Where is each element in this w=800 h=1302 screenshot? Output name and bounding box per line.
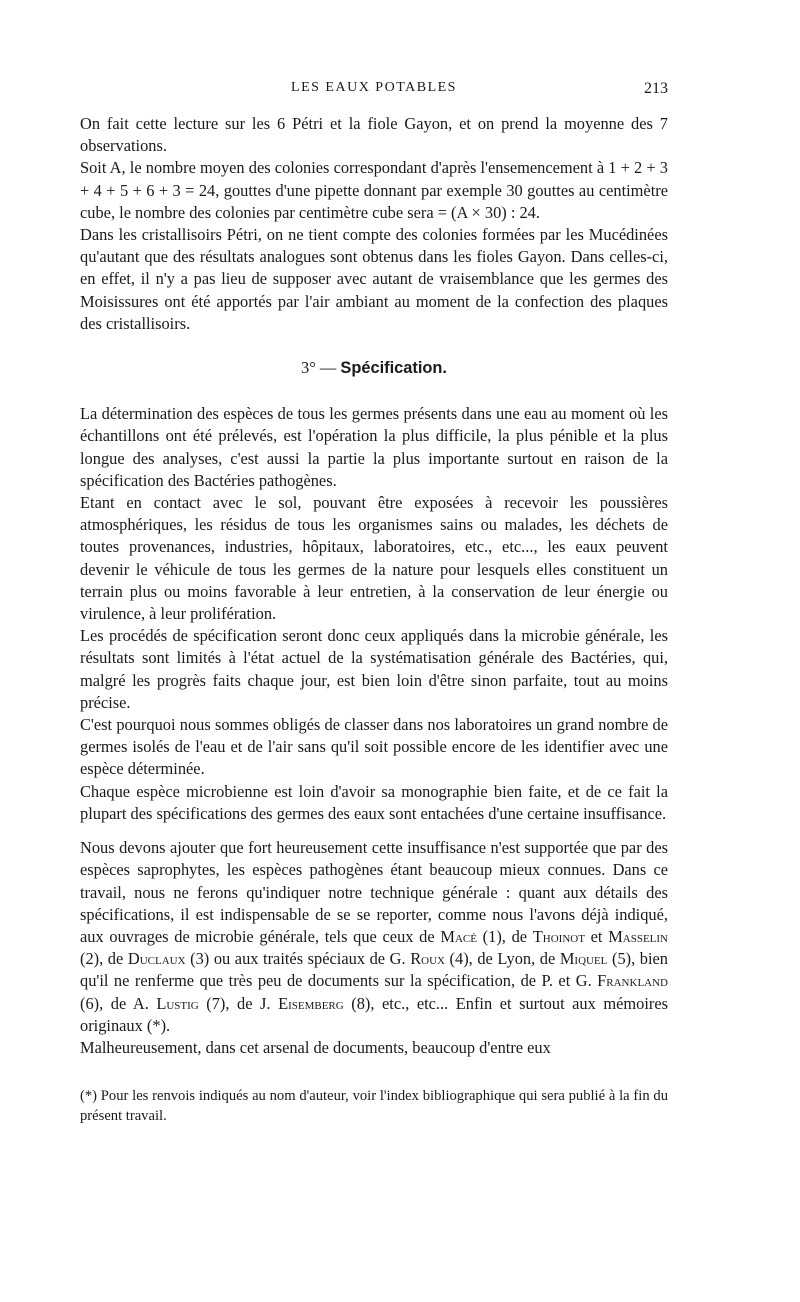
footnote — [80, 1086, 668, 1126]
author-mace: Macé — [440, 926, 477, 946]
paragraph-2: Soit A, le nombre moyen des colonies correspondant d'après l'ensemencement à 1 + 2 + 3 + 4 + 5 + 6 + 3 = 24, gouttes d'une pipette donnant par exemple 30 gouttes au centimètre cube, le nombre des colonies par centimètre cube sera = (A × 30) : 24. — [80, 158, 668, 222]
paragraph-9-text: (3) ou aux traités spéciaux de G. — [185, 949, 411, 969]
paragraph-3: Dans les cristallisoirs Pétri, on ne tient compte des colonies formées par les Mucédinées qu'autant que des résultats analogues sont obtenus dans les fioles Gayon. Dans celles-ci, en effet, il n'y a pas lieu de supposer avec autant de vraisemblance que les germes des Moisissures ont été apportés par l'air ambiant au moment de la confection des plaques des cristallisoirs. — [80, 225, 668, 333]
paragraph-9-text: (7), de J. — [198, 993, 279, 1013]
paragraph-8: Chaque espèce microbienne est loin d'avoir sa monographie bien faite, et de ce fait la plupart des spécifications des germes des eaux sont entachées d'une certaine insuffisance. — [80, 781, 668, 823]
paragraph-6: Les procédés de spécification seront donc ceux appliqués dans la microbie générale, les résultats sont limités à l'état actuel de la systématisation générale des Bactéries, qui, malgré les progrès faits chaque jour, est bien loin d'être sinon parfaite, tout au moins précise. — [80, 626, 668, 712]
page-number: 213 — [644, 80, 668, 97]
paragraph-10: Malheureusement, dans cet arsenal de documents, beaucoup d'entre eux — [80, 1037, 551, 1057]
paragraph-7: C'est pourquoi nous sommes obligés de classer dans nos laboratoires un grand nombre de germes isolés de l'eau et de l'air sans qu'il soit possible encore de les identifier avec une espèce déterminée. — [80, 715, 668, 779]
paragraph-9-text: Nous devons ajouter que fort heureusement cette insuffisance n'est supportée que par des espèces saprophytes, les espèces pathogènes étant beaucoup mieux connues. Dans ce travail, nous ne ferons qu'indiquer notre technique générale : quant aux détails des spécifications, il est indispensable de se se reporter, comme nous l'avons déjà indiqué, aux ouvrages de microbie générale, tels que ceux de — [80, 838, 668, 946]
section-number: 3° — — [301, 358, 337, 378]
paragraph-9-text: (1), de — [476, 926, 533, 946]
paragraph-9-text: (8), etc., etc... Enfin et surtout aux mémoires originaux (*). — [80, 993, 668, 1035]
footnote-text: (*) Pour les renvois indiqués au nom d'auteur, voir l'index bibliographique qui sera publié à la fin du présent travail. — [80, 1088, 668, 1124]
page-header — [80, 80, 668, 102]
paragraph-9-text: (6), de A. — [80, 993, 157, 1013]
author-eisemberg: Eisemberg — [278, 993, 344, 1013]
paragraph-5: Etant en contact avec le sol, pouvant être exposées à recevoir les poussières atmosphériques, les résidus de tous les organismes sains ou malades, les déchets de toutes provenances, industries, hôpitaux, laboratoires, etc., etc..., les eaux peuvent devenir le véhicule de tous les germes de la nature pour lesquels elles constituent un terrain plus ou moins favorable à leur entretien, à la conservation de leur énergie ou virulence, à leur prolifération. — [80, 493, 668, 624]
author-miquel: Miquel — [559, 949, 608, 969]
paragraph-gap — [80, 825, 668, 837]
running-title: LES EAUX POTABLES — [291, 80, 457, 95]
author-thoinot: Thoinot — [532, 926, 585, 946]
paragraph-9 — [80, 837, 668, 1037]
author-lustig: Lustig — [156, 993, 199, 1013]
paragraph-9-text: et — [584, 926, 609, 946]
paragraph-1: On fait cette lecture sur les 6 Pétri et la fiole Gayon, et on prend la moyenne des 7 observations. — [80, 114, 668, 156]
paragraph-9-text: (4), de Lyon, de — [444, 949, 560, 969]
paragraph-4: La détermination des espèces de tous les germes présents dans une eau au moment où les échantillons ont été prélevés, est l'opération la plus difficile, la plus pénible et la plus longue des analyses, c'est aussi la partie la plus importante surtout en raison de la spécification des Bactéries pathogènes. — [80, 404, 668, 490]
section-title: Spécification. — [340, 359, 447, 378]
section-heading — [80, 357, 668, 379]
paragraph-9-text: (5), bien qu'il ne renferme que très peu de documents sur la spécification, de P. et G. — [80, 949, 669, 991]
author-duclaux: Duclaux — [127, 949, 186, 969]
author-frankland: Frankland — [597, 971, 668, 991]
author-masselin: Masselin — [608, 926, 668, 946]
paragraph-9-text: (2), de — [80, 949, 128, 969]
page-body — [80, 113, 668, 1059]
author-roux: Roux — [410, 949, 445, 969]
